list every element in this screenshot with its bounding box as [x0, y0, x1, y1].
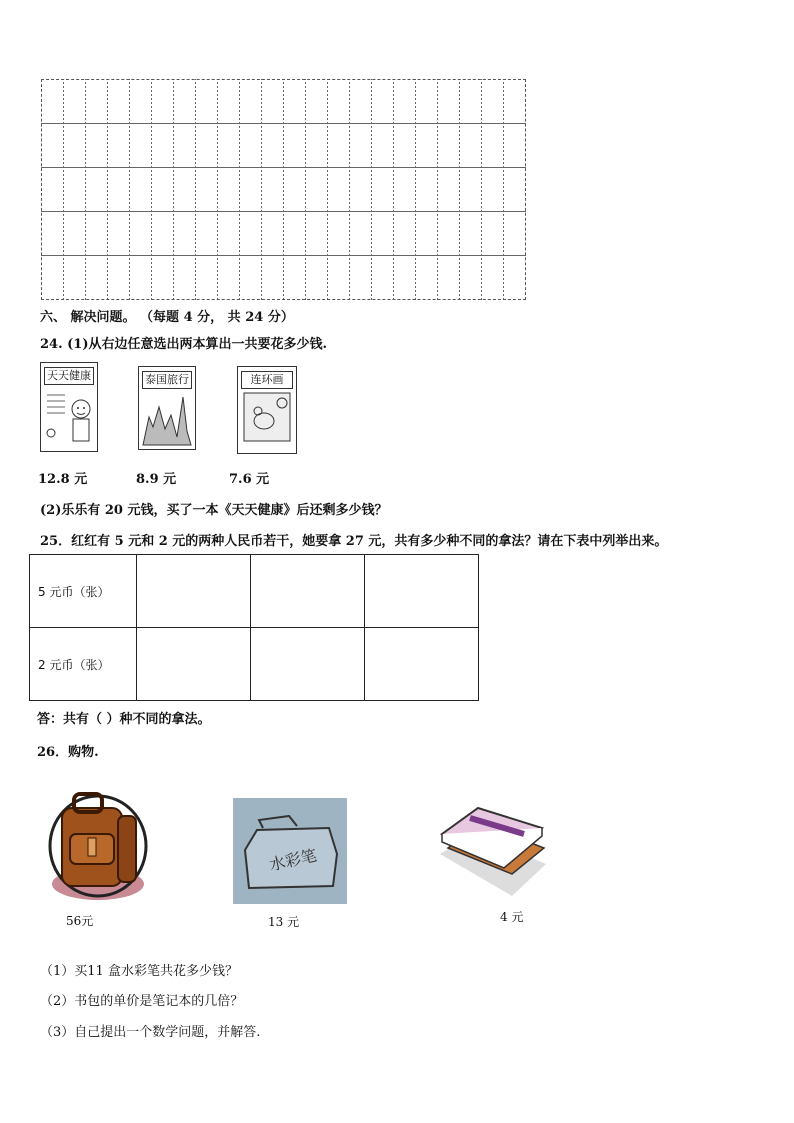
book-cover-image [41, 363, 97, 451]
q25-prompt: 25．红红有 5 元和 2 元的两种人民币若干，她要拿 27 元，共有多少种不同的拿法？请在下表中列举出来。 [40, 534, 668, 549]
book-price: 12.8 元 [38, 472, 88, 487]
q26-question-2: （2）书包的单价是笔记本的几倍？ [40, 994, 244, 1009]
book-cover-image [139, 367, 195, 449]
bag-image [44, 786, 152, 904]
book-title: 天天健康 [44, 367, 94, 385]
q26-question-1: （1）买11 盒水彩笔共花多少钱？ [40, 964, 238, 979]
bag-price: 56元 [66, 914, 94, 928]
watercolor-box-label: 水彩笔 [267, 845, 319, 875]
answer-cell[interactable] [365, 628, 479, 701]
notebook-price: 4 元 [500, 910, 524, 924]
q25-answer: 答：共有（ ）种不同的拿法。 [37, 712, 211, 727]
book-title: 泰国旅行 [142, 371, 192, 389]
book-cover-image [238, 367, 296, 453]
notebooks-image [434, 804, 548, 896]
answer-cell[interactable] [251, 628, 365, 701]
book-tiantian-jiankang [40, 362, 98, 452]
answer-cell[interactable] [251, 555, 365, 628]
book-title: 连环画 [241, 371, 293, 389]
row-header: 5 元币（张） [30, 555, 137, 628]
watercolor-price: 13 元 [268, 915, 300, 929]
answer-cell[interactable] [137, 555, 251, 628]
q26-prompt: 26．购物. [37, 745, 99, 760]
q26-question-3: （3）自己提出一个数学问题，并解答. [40, 1025, 261, 1040]
answer-cell[interactable] [137, 628, 251, 701]
q25-answer-table [29, 554, 479, 701]
book-taiguo-lvxing [138, 366, 196, 450]
q24-prompt: 24. (1)从右边任意选出两本算出一共要花多少钱. [40, 337, 328, 352]
book-lianhuanhua [237, 366, 297, 454]
answer-writing-grid[interactable] [41, 79, 526, 300]
watercolor-box-image [233, 798, 347, 904]
q24-part2: (2)乐乐有 20 元钱，买了一本《天天健康》后还剩多少钱？ [40, 503, 388, 518]
book-price: 7.6 元 [229, 472, 270, 487]
row-header: 2 元币（张） [30, 628, 137, 701]
answer-cell[interactable] [365, 555, 479, 628]
book-price: 8.9 元 [136, 472, 177, 487]
section-title: 六、 解决问题。 （每题 4 分， 共 24 分） [40, 310, 294, 325]
